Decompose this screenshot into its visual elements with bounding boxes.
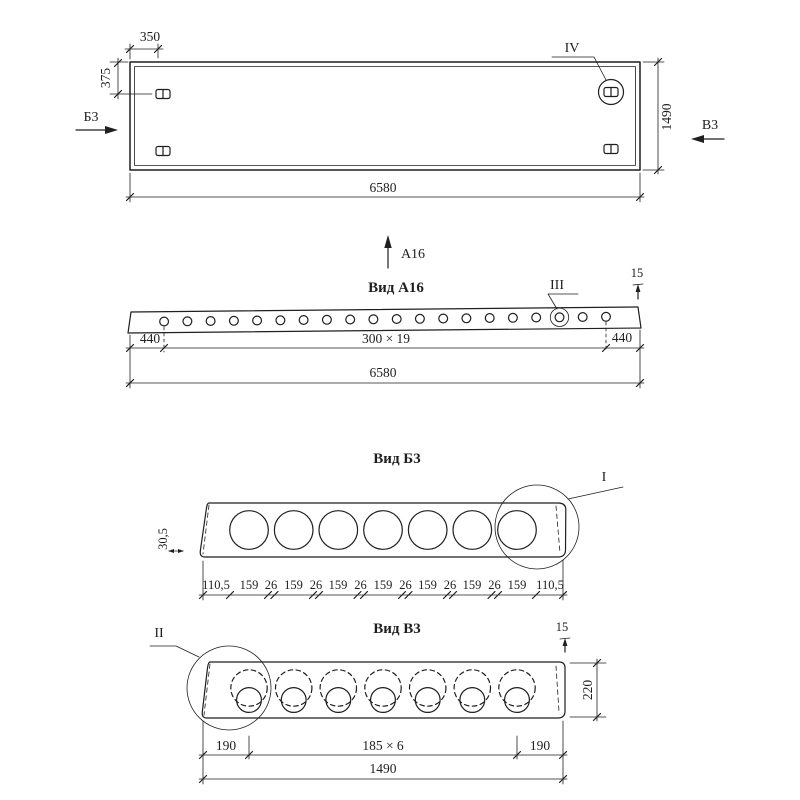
lifting-loop-top-left xyxy=(156,90,170,99)
dim-labels-b3 xyxy=(202,578,564,592)
svg-text:159: 159 xyxy=(507,578,527,592)
view-b3 xyxy=(156,451,623,600)
section-v3-label: В3 xyxy=(701,118,719,133)
svg-text:159: 159 xyxy=(284,578,303,592)
strand-holes xyxy=(160,312,611,326)
dim-15-text-v3: 15 xyxy=(555,620,569,634)
svg-text:26: 26 xyxy=(443,578,457,592)
view-direction-arrowhead-a16 xyxy=(384,235,391,248)
dim-300x19: 300 × 19 xyxy=(361,331,411,346)
view-a16-title: Вид А16 xyxy=(368,280,424,296)
dim-15-arrowhead xyxy=(636,284,641,292)
svg-text:110,5: 110,5 xyxy=(202,578,230,592)
svg-text:159: 159 xyxy=(239,578,259,592)
svg-text:159: 159 xyxy=(328,578,348,592)
dim-30-5-arrowhead-right xyxy=(178,549,184,553)
edge-strip-outline xyxy=(128,307,641,333)
dim-190-right: 190 xyxy=(529,738,551,753)
slab-outline xyxy=(130,62,640,170)
detail-iv-leader xyxy=(552,57,606,80)
dim-375-text: 375 xyxy=(98,67,113,89)
chamfer-edge-right xyxy=(556,666,559,712)
view-b3-title: Вид Б3 xyxy=(373,451,421,467)
section-b3-label: Б3 xyxy=(83,110,99,125)
detail-ii-label: II xyxy=(154,626,164,641)
dim-30-5-text: 30,5 xyxy=(156,528,170,550)
dim-1490-text: 1490 xyxy=(659,103,674,131)
svg-text:26: 26 xyxy=(399,578,412,592)
detail-iv-label: IV xyxy=(564,41,580,56)
dim-6580-text: 6580 xyxy=(369,180,397,195)
detail-i-leader xyxy=(568,487,623,499)
dim-1490-v3-text: 1490 xyxy=(369,761,397,776)
dim-15-text-a16: 15 xyxy=(630,266,644,280)
svg-text:26: 26 xyxy=(488,578,501,592)
dim-190-left: 190 xyxy=(215,738,237,753)
chamfer-edge-right xyxy=(556,506,560,553)
section-v3-arrowhead xyxy=(691,135,704,143)
dim-220-text: 220 xyxy=(580,679,595,701)
slab-inner-edge xyxy=(135,67,636,166)
dim-185x6: 185 × 6 xyxy=(362,738,404,753)
detail-i-label: I xyxy=(601,470,607,485)
core-holes-b3 xyxy=(230,511,537,550)
detail-circle-iii xyxy=(550,308,568,326)
svg-text:110,5: 110,5 xyxy=(536,578,564,592)
lifting-loop-bottom-left xyxy=(156,147,170,156)
svg-text:159: 159 xyxy=(373,578,393,592)
detail-iii-leader xyxy=(548,294,578,309)
svg-text:159: 159 xyxy=(418,578,437,592)
dim-440-left: 440 xyxy=(139,331,161,346)
dim-350-text: 350 xyxy=(139,29,161,44)
dim-15-arrowhead xyxy=(563,638,568,646)
dim-440-right: 440 xyxy=(611,330,633,345)
svg-text:159: 159 xyxy=(462,578,482,592)
svg-text:26: 26 xyxy=(354,578,367,592)
view-v3-title: Вид В3 xyxy=(373,621,421,637)
dim-6580-a16-text: 6580 xyxy=(369,365,397,380)
svg-text:26: 26 xyxy=(264,578,278,592)
view-a16-arrow-label: А16 xyxy=(400,247,426,262)
detail-ii-leader xyxy=(150,646,199,657)
plan-view xyxy=(76,29,724,202)
svg-text:26: 26 xyxy=(309,578,323,592)
detail-iii-label: III xyxy=(550,278,564,293)
section-b3-arrowhead xyxy=(105,126,118,134)
lifting-loop-top-right xyxy=(604,88,618,97)
view-a16 xyxy=(126,235,644,388)
lifting-loop-bottom-right xyxy=(604,145,618,154)
view-v3 xyxy=(150,620,606,784)
